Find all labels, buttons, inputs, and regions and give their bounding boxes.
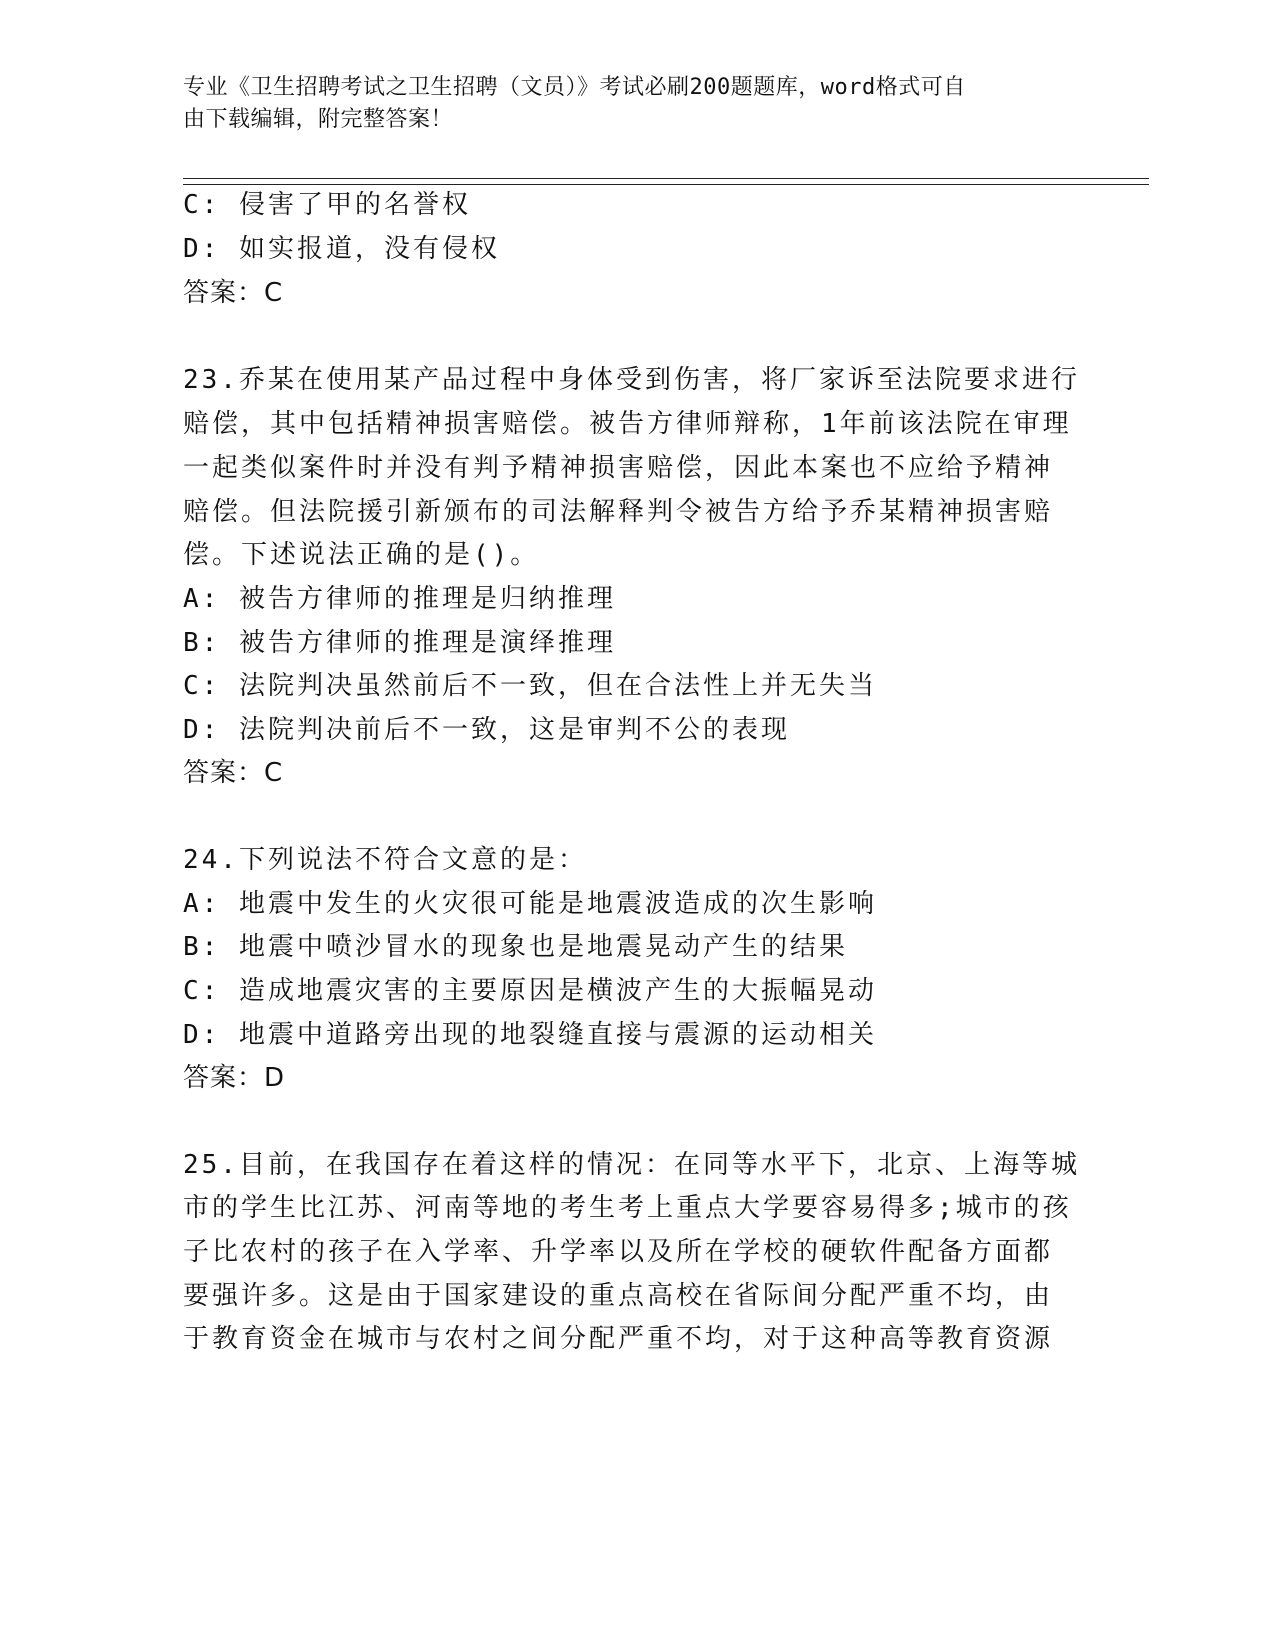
q23-answer: 答案：C — [183, 758, 284, 788]
q23-stem-line-2: 赔偿，其中包括精神损害赔偿。被告方律师辩称，1年前该法院在审理 — [183, 409, 1072, 439]
q23-option-a: A: 被告方律师的推理是归纳推理 — [183, 584, 616, 614]
q23-stem-line-5: 偿。下述说法正确的是()。 — [183, 540, 540, 570]
q25-stem-line-3: 子比农村的孩子在入学率、升学率以及所在学校的硬软件配备方面都 — [183, 1237, 1054, 1267]
q24-answer: 答案：D — [183, 1063, 286, 1093]
q25-stem-line-5: 于教育资金在城市与农村之间分配严重不均，对于这种高等教育资源 — [183, 1324, 1054, 1354]
header-line-1: 专业《卫生招聘考试之卫生招聘（文员）》考试必刷200题题库，word格式可自 — [183, 75, 966, 100]
q23-stem-line-4: 赔偿。但法院援引新颁布的司法解释判令被告方给予乔某精神损害赔 — [183, 497, 1054, 527]
prev-option-d: D: 如实报道，没有侵权 — [183, 234, 500, 264]
q23-option-d: D: 法院判决前后不一致，这是审判不公的表现 — [183, 715, 790, 745]
prev-answer: 答案：C — [183, 278, 284, 308]
q23-stem-line-3: 一起类似案件时并没有判予精神损害赔偿，因此本案也不应给予精神 — [183, 453, 1054, 483]
q24-option-b: B: 地震中喷沙冒水的现象也是地震晃动产生的结果 — [183, 932, 848, 962]
q24-option-d: D: 地震中道路旁出现的地裂缝直接与震源的运动相关 — [183, 1020, 877, 1050]
q25-stem-line-4: 要强许多。这是由于国家建设的重点高校在省际间分配严重不均，由 — [183, 1281, 1054, 1311]
prev-option-c: C: 侵害了甲的名誉权 — [183, 190, 471, 220]
q23-stem-line-1: 23.乔某在使用某产品过程中身体受到伤害，将厂家诉至法院要求进行 — [183, 365, 1080, 395]
header-divider-bottom — [183, 184, 1149, 185]
document-header — [183, 72, 1063, 136]
header-divider-top — [183, 178, 1149, 179]
q25-stem-line-2: 市的学生比江苏、河南等地的考生考上重点大学要容易得多;城市的孩 — [183, 1193, 1072, 1223]
q24-option-c: C: 造成地震灾害的主要原因是横波产生的大振幅晃动 — [183, 976, 877, 1006]
q23-option-b: B: 被告方律师的推理是演绎推理 — [183, 628, 616, 658]
header-line-2: 由下载编辑，附完整答案！ — [183, 107, 454, 132]
q23-option-c: C: 法院判决虽然前后不一致，但在合法性上并无失当 — [183, 671, 877, 701]
q25-stem-line-1: 25.目前，在我国存在着这样的情况：在同等水平下，北京、上海等城 — [183, 1150, 1080, 1180]
q24-option-a: A: 地震中发生的火灾很可能是地震波造成的次生影响 — [183, 889, 877, 919]
q24-stem: 24.下列说法不符合文意的是： — [183, 845, 587, 875]
